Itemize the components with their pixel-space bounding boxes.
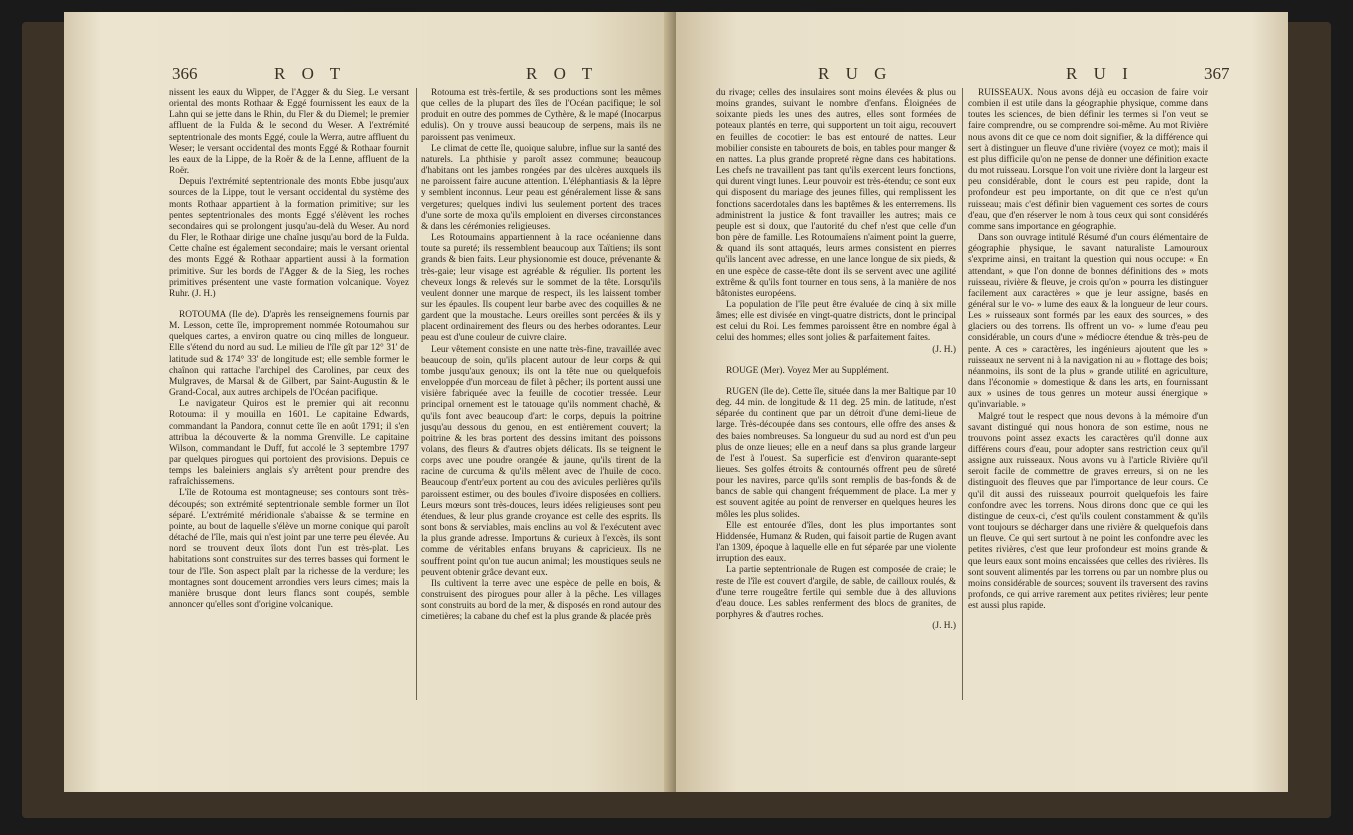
column-rule	[962, 88, 963, 700]
paragraph: Leur vêtement consiste en une natte très-fine, travaillée avec beaucoup de soin, qu'ils placent autour de leur corps & qui tombe jusqu'aux genoux; ils ont la tête nue ou quelquefois enveloppée d'un morceau de filet à pêcher; ils portent aussi une visière fabriquée avec la feuille de cocotier tressée. Leur principal ornement est le tatouage qu'ils nomment chachè, & qu'ils font avec beaucoup d'art: le corps, depuis la poitrine jusqu'au dessous du genou, en est entièrement couvert; la poitrine & les bras portent des dessins imitant des poissons volans, des fleurs & d'autres objets délicats. Ils se teignent le corps avec une poudre orangée & jaune, qu'ils tirent de la racine de curcuma & qu'ils mêlent avec de l'huile de coco. Beaucoup d'entr'eux portent au cou des avicules perlières qu'ils paroissent estimer, ou des boules d'ivoire disposées en colliers. Leurs mœurs sont très-douces, leurs idées religieuses sont peu étendues, & leur plus grande croyance est celle des esprits. Ils sont bons & serviables, mais enclins au vol & l'exécutent avec la plus grande adresse. Importuns & curieux à l'excès, ils sont comme de véritables enfans bruyans & capricieux. Ils ne souffrent point qu'on tue aucun animal; les moustiques seuls ne peuvent obtenir grâce devant eux.	[421, 344, 661, 578]
running-head-left-col1: R O T	[274, 64, 347, 83]
paragraph: La population de l'île peut être évaluée de cinq à six mille âmes; elle est divisée en vingt-quatre districts, dont le principal est celui du Roi. Les femmes paroissent être en nombre égal à celui des hommes; elles sont jolies & parfaitement faites.	[716, 299, 956, 344]
paragraph: Ils cultivent la terre avec une espèce de pelle en bois, & construisent des pirogues pour aller à la pêche. Les villages sont construits au bord de la mer, & disposés en rond autour des cimetières; la cabane du chef est la plus grande & placée près	[421, 578, 661, 623]
running-head-left-col2: R O T	[526, 64, 599, 83]
right-page-column-2	[968, 88, 1208, 612]
column-rule	[416, 88, 417, 700]
paragraph: Elle est entourée d'îles, dont les plus importantes sont Hiddensée, Humanz & Ruden, qui faisoit partie de Rugen avant l'an 1309, époque à laquelle elle en fut séparée par une violente irruption des eaux.	[716, 520, 956, 565]
running-head-right-col1: R U G	[818, 64, 893, 83]
paragraph: Depuis l'extrémité septentrionale des monts Ebbe jusqu'aux sources de la Lippe, tout le versant occidental du système des monts Rothaar appartient à la formation primitive; sur les pentes septentrionales des monts Eggé s'élèvent les roches secondaires qui se prolongent jusqu'au-delà du Weser. Au nord du Fler, le Rothaar dirige une chaîne jusqu'au bord de la Fulda. Cette chaîne est également secondaire; mais le versant oriental des monts Eggé & Rothaar appartient aussi à la formation primitive. Sur les bords de l'Agger & de la Sieg, les roches primitives présentent une vaste formation volcanique. Voyez Ruhr. (J. H.)	[169, 177, 409, 299]
left-page-column-1	[169, 88, 409, 611]
right-page-column-1	[716, 88, 956, 638]
paragraph: ROTOUMA (Ile de). D'après les renseignemens fournis par M. Lesson, cette île, improprement nommée Rotoumahou sur quelques cartes, a environ quatre ou cinq milles de longueur. Elle s'étend du nord au sud. Le milieu de l'île gît par 12° 31' de latitude sud & 174° 33' de longitude est; elle semble former le chaînon qui rattache l'archipel des Carolines, par ceux des Mulgraves, de Marsal & de Gilbert, par Saint-Augustin & le Grand-Cocal, aux autres archipels de l'Océan pacifique.	[169, 309, 409, 399]
paragraph: RUISSEAUX. Nous avons déjà eu occasion de faire voir combien il est utile dans la géographie physique, comme dans toutes les sciences, de bien définir les termes si l'on veut se faire comprendre, ou se comprendre soi-même. Au mot Rivière nous avons dit ce que ce nom doit signifier, & la différence qui sert à distinguer un fleuve d'une rivière (voyez ce mot); mais il est plus difficile qu'on ne pense de donner une définition exacte du mot ruisseau. Lorsque l'on voit une rivière dont la largeur est peu considérable, dont le cours est peu rapide, dont la profondeur est peu importante, on dit que ce n'est qu'un ruisseau; mais c'est définir bien vaguement ces sortes de cours d'eau, que d'en réserver le nom à tous ceux qui sont considérés comme sans importance en géographie.	[968, 88, 1209, 232]
paragraph: Le climat de cette île, quoique salubre, influe sur la santé des naturels. La phthisie y paroît assez commune; beaucoup d'habitans ont les jambes rongées par des ulcères auxquels ils ne paroissent faire aucune attention. L'éléphantiasis & la lèpre y semblent inconnus. Leur peau est généralement lisse & sans vergetures; quelques indivi lus seulement portent des traces d'une sorte de moxa qu'ils emploient en diverses circonstances & dans les cérémonies religieuses.	[421, 143, 661, 232]
right-page	[676, 12, 1288, 792]
paragraph: Rotouma est très-fertile, & ses productions sont les mêmes que celles de la plupart des îles de l'Océan pacifique; le sol produit en outre des pommes de Cythère, & le mapé (Inocarpus edulis). On y trouve aussi beaucoup de serpens, mais ils ne paroissent pas venimeux.	[421, 88, 661, 143]
page-number-right: 367	[1204, 64, 1230, 83]
paragraph: Malgré tout le respect que nous devons à la mémoire d'un savant distingué qui nous honora de son estime, nous ne trouvons point assez exacts les caractères qu'il donne aux différens cours d'eau, pour adopter sans restriction ceux qu'il assigne aux ruisseaux. Nous avons vu à l'article Rivière qu'il seroit facile de commettre de graves erreurs, si on ne les distinguoit des fleuves que par l'importance de leur cours. Ce qu'il dit aussi des ruisseaux pourroit quelquefois les faire confondre avec les torrens. Nous dirons donc que ce qui les distingue de ceux-ci, c'est qu'ils coulent constamment & qu'ils vont toujours se décharger dans une rivière & quelquefois dans un fleuve. Ce qui sert surtout à ne point les confondre avec les petites rivières, c'est que leur profondeur est moins grande & que leurs eaux sont moins encaissées que celles des rivières. Ils sont souvent alimentés par les torrens ou par un nombre plus ou moins considérable de sources; souvent ils traversent des ravins profonds, ce qui arrive rarement aux petites rivières; leur pente est aussi plus rapide.	[968, 411, 1208, 612]
paragraph: ROUGE (Mer). Voyez Mer au Supplément.	[726, 365, 889, 376]
signature: (J. H.)	[932, 621, 956, 632]
paragraph: Dans son ouvrage intitulé Résumé d'un cours élémentaire de géographie physique, le savant naturaliste Lamouroux s'exprime ainsi, en traitant la question qui nous occupe: « En attendant, » que l'on donne de bonnes définitions des » mots ruisseau, rivière & fleuve, je crois qu'on » pourra les distinguer facilement aux caractères » que je leur assigne, basés en général sur le vo- » lume des eaux & la longueur de leur cours. Les » ruisseaux sont formés par les eaux des sources, » des glaciers ou des torrens. Ils offrent un vo- » lume d'eau peu considérable, un cours d'une » médiocre étendue & très-peu de pente. A ces » caractères, les ingénieurs ajoutent que les » ruisseaux ne servent ni à la navigation ni au » flottage des bois; néanmoins, ils sont de la plus » grande utilité en agriculture, dans l'économie » domestique & dans les arts, en fournissant aux » usines de tous genres un moteur aussi énergique » qu'invariable. »	[968, 233, 1208, 411]
paragraph: du rivage; celles des insulaires sont moins élevées & plus ou moins grandes, suivant le nombre d'enfans. Éloignées de soixante pieds les unes des autres, elles sont formées de poteaux plantés en terre, qui supportent un toit aigu, recouvert en feuilles de cocotier: le bas est entouré de nattes. Leur mobilier consiste en tabourets de bois, en tables pour manger & en nattes. La plus grande propreté règne dans ces habitations. Les chefs ne travaillent pas tant qu'ils exercent leurs fonctions, qui durent vingt lunes. Leur pouvoir est très-étendu; ce sont eux qui disposent du mariage des jeunes filles, qui remplissent les fonctions sacerdotales dans les baptêmes & les enterremens. Ils administrent la justice & font travailler les autres; mais ce peuple est si doux, que l'autorité du chef n'est que celle d'un bon père de famille. Les Rotoumaïens n'aiment point la guerre, & quand ils sont attaqués, leurs armes consistent en pierres qu'ils lancent avec adresse, en une lance longue de six pieds, & en une espèce de casse-tête dont ils se servent avec une agilité extrême & qu'ils font tourner en tous sens, à la manière de nos bâtonistes européens.	[716, 88, 956, 299]
left-page-column-2	[421, 88, 661, 624]
paragraph: nissent les eaux du Wipper, de l'Agger & du Sieg. Le versant oriental des monts Rothaar & Eggé fournissent les eaux de la Lahn qui se jette dans le Rhin, du Fler & du Diemel; le premier affluent de la Fulda & le second du Weser. A l'extrémité septentrionale des monts Eggé, coule la Werra, autre affluent du Weser; le versant occidental des monts Eggé & Rothaar fournit les eaux de la Lippe, de la Roër & de la Lenne, affluent de la Roër.	[169, 88, 409, 177]
left-page	[64, 12, 676, 792]
paragraph: L'île de Rotouma est montagneuse; ses contours sont très-découpés; son extrémité septentrionale semble former un îlot séparé. L'extrémité méridionale s'abaisse & se termine en pointe, au bout de laquelle s'élève un morne conique qui paroît détaché de l'île, mais qui n'est joint par une terre peu élevée. Au nord se trouvent deux îlots dont l'un est très-plat. Les habitations sont construites sur des terres basses qui forment le tour de l'île. Son aspect plaît par la richesse de la verdure; les montagnes sont doucement arrondies vers leurs cimes; mais la manière brusque dont leurs flancs sont coupés, semble annoncer qu'elles sont d'origine volcanique.	[169, 488, 409, 611]
paragraph: RUGEN (île de). Cette île, située dans la mer Baltique par 10 deg. 44 min. de longitude & 11 deg. 25 min. de latitude, n'est séparée du continent que par un détroit d'une demi-lieue de large. Très-découpée dans ses contours, elle offre des anses & des baies nombreuses. Sa longueur du sud au nord est d'un peu plus de onze lieues; elle en a neuf dans sa plus grande largeur de l'est à l'ouest. Sa superficie est d'environ quarante-sept lieues. Ses golfes étroits & contournés offrent peu de sûreté pour les navires, parce qu'ils sont remplis de bas-fonds & de bancs de sable qui changent fréquemment de place. La mer y est souvent agitée au point de renverser en quelques heures les môles les plus solides.	[716, 386, 956, 520]
running-head-right-col2: R U I	[1066, 64, 1134, 83]
signature: (J. H.)	[932, 344, 956, 355]
page-number-left: 366	[172, 64, 198, 83]
paragraph: Le navigateur Quiros est le premier qui ait reconnu Rotouma: il y mouilla en 1601. Le capitaine Edwards, commandant la Pandora, connut cette île en août 1791; il s'en attribua la découverte & la nomma Grenville. Le capitaine Wilson, commandant le Duff, fut accolé le 3 septembre 1797 par quelques pirogues qui portoient des provisions. Depuis ce temps les baleiniers anglais s'y arrêtent pour prendre des rafraîchissemens.	[169, 399, 409, 488]
paragraph: La partie septentrionale de Rugen est composée de craie; le reste de l'île est couvert d'argile, de sable, de cailloux roulés, & d'une terre rougeâtre fertile qui semble due à des alluvions d'eau douce. Les sables renferment des blocs de granites, de porphyres & d'autres roches.	[716, 565, 956, 621]
paragraph: Les Rotoumains appartiennent à la race océanienne dans toute sa pureté; ils ressemblent beaucoup aux Taïtiens; ils sont grands & bien faits. Leur physionomie est douce, prévenante & très-gaie; leur visage est agréable & régulier. Ils portent les cheveux longs & relevés sur le sommet de la tête. Lorsqu'ils veulent donner une marque de respect, ils les laissent tomber sur les épaules. Ils coupent leur barbe avec des coquilles & ne gardent que la moustache. Leurs oreilles sont percées & ils y placent ordinairement des fleurs ou des herbes odorantes. Leur peau est d'une couleur de cuivre claire.	[421, 233, 661, 344]
